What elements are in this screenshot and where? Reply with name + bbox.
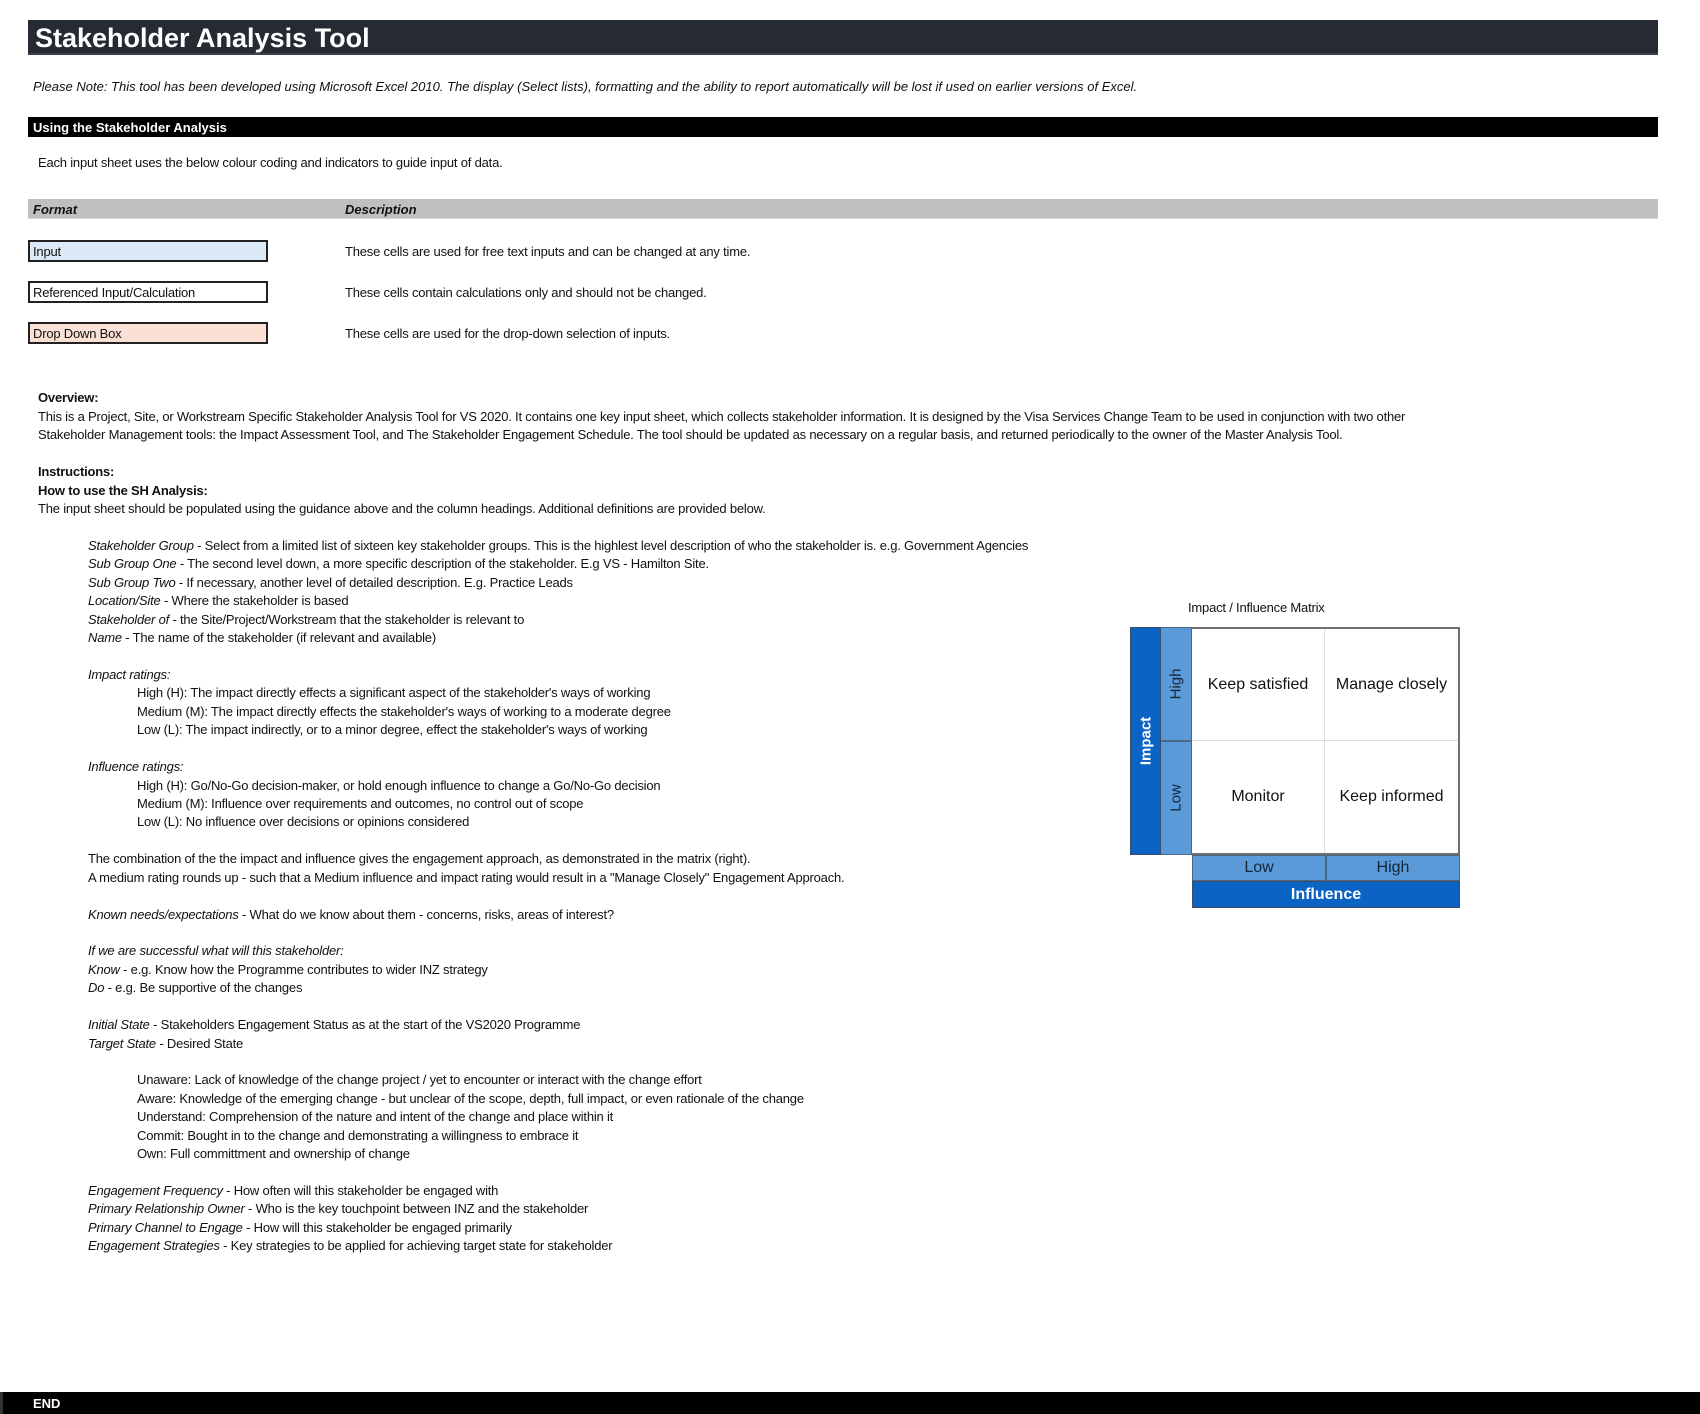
definition-name [88, 630, 436, 645]
instructions-heading: Instructions: [38, 464, 115, 479]
definition-engagement-frequency [88, 1183, 498, 1198]
definition-text: - Where the stakeholder is based [160, 593, 349, 608]
overview-heading: Overview: [38, 390, 99, 405]
instructions-subheading: How to use the SH Analysis: [38, 483, 208, 498]
overview-line-2: Stakeholder Management tools: the Impact Assessment Tool, and The Stakeholder Engagement Schedule. The tool should be updated as necessary on a regular basis, and returned periodically to the owner of the Master Analysis Tool. [38, 427, 1343, 442]
definition-term: Stakeholder of [88, 612, 170, 627]
format-referenced-cell[interactable]: Referenced Input/Calculation [28, 281, 268, 303]
definition-term: Location/Site [88, 593, 161, 608]
state-level-commit: Commit: Bought in to the change and demonstrating a willingness to embrace it [137, 1128, 579, 1143]
influence-rating-high: High (H): Go/No-Go decision-maker, or hold enough influence to change a Go/No-Go decision [137, 778, 661, 793]
instructions-text: The input sheet should be populated using the guidance above and the column headings. Additional definitions are provided below. [38, 501, 766, 516]
definition-sub-group-one [88, 556, 709, 571]
impact-rating-low: Low (L): The impact indirectly, or to a minor degree, effect the stakeholder's ways of working [137, 722, 648, 737]
influence-rating-low: Low (L): No influence over decisions or opinions considered [137, 814, 470, 829]
definition-initial-state [88, 1017, 580, 1032]
combination-line-2: A medium rating rounds up - such that a Medium influence and impact rating would result in a "Manage Closely" Engagement Approach. [88, 870, 845, 885]
influence-ratings-heading: Influence ratings: [88, 759, 184, 774]
influence-rating-medium: Medium (M): Influence over requirements and outcomes, no control out of scope [137, 796, 584, 811]
overview-line-1: This is a Project, Site, or Workstream Specific Stakeholder Analysis Tool for VS 2020. It contains one key input sheet, which collects stakeholder information. It is designed by the Visa Services Change Team to be used in conjunction with two other [38, 409, 1406, 424]
definition-term: Engagement Frequency [88, 1183, 223, 1198]
definition-term: Name [88, 630, 122, 645]
section-title: Using the Stakeholder Analysis [33, 120, 227, 135]
state-level-aware: Aware: Knowledge of the emerging change - but unclear of the scope, depth, full impact, or even rationale of the change [137, 1091, 804, 1106]
matrix-col-high: High [1326, 855, 1460, 881]
definition-stakeholder-of [88, 612, 524, 627]
title-bar [28, 20, 1658, 55]
version-note: Please Note: This tool has been developed using Microsoft Excel 2010. The display (Select lists), formatting and the ability to report automatically will be lost if used on earlier versions of Excel. [33, 79, 1138, 94]
definition-text: - the Site/Project/Workstream that the stakeholder is relevant to [169, 612, 525, 627]
format-dropdown-cell[interactable]: Drop Down Box [28, 322, 268, 344]
definition-term: Sub Group Two [88, 575, 176, 590]
format-input-cell[interactable]: Input [28, 240, 268, 262]
impact-ratings-heading: Impact ratings: [88, 667, 171, 682]
matrix-cell-monitor: Monitor [1192, 741, 1325, 853]
matrix-cell-keep-satisfied: Keep satisfied [1192, 629, 1325, 741]
format-dropdown-description: These cells are used for the drop-down selection of inputs. [345, 326, 670, 341]
section-header [28, 117, 1658, 137]
definition-term: Primary Channel to Engage [88, 1220, 243, 1235]
combination-line-1: The combination of the the impact and influence gives the engagement approach, as demonstrated in the matrix (right). [88, 851, 751, 866]
success-know [88, 962, 488, 977]
definition-text: - If necessary, another level of detailed description. E.g. Practice Leads [175, 575, 573, 590]
definition-location-site [88, 593, 348, 608]
definition-engagement-strategies [88, 1238, 612, 1253]
definition-term: Sub Group One [88, 556, 177, 571]
format-table-header [28, 199, 1658, 219]
success-do [88, 980, 302, 995]
state-level-understand: Understand: Comprehension of the nature and intent of the change and place within it [137, 1109, 614, 1124]
definition-term: Initial State [88, 1017, 150, 1032]
matrix-influence-axis: Influence [1192, 881, 1460, 908]
matrix-row-low-label: Low [1167, 784, 1185, 812]
definition-term: Known needs/expectations [88, 907, 239, 922]
definition-text: - The name of the stakeholder (if relevant and available) [121, 630, 436, 645]
end-bar [0, 1392, 1700, 1414]
definition-term: Know [88, 962, 120, 977]
matrix-grid [1192, 627, 1460, 855]
impact-rating-medium: Medium (M): The impact directly effects the stakeholder's ways of working to a moderate degree [137, 704, 671, 719]
impact-influence-matrix [1130, 627, 1460, 909]
end-label: END [33, 1396, 61, 1411]
definition-text: - How often will this stakeholder be engaged with [222, 1183, 499, 1198]
definition-text: - Who is the key touchpoint between INZ and the stakeholder [244, 1201, 589, 1216]
format-referenced-description: These cells contain calculations only and should not be changed. [345, 285, 707, 300]
definition-term: Primary Relationship Owner [88, 1201, 245, 1216]
definition-primary-relationship-owner [88, 1201, 588, 1216]
page-title: Stakeholder Analysis Tool [35, 23, 370, 53]
impact-rating-high: High (H): The impact directly effects a significant aspect of the stakeholder's ways of working [137, 685, 651, 700]
definition-term: Stakeholder Group [88, 538, 194, 553]
definition-text: - Select from a limited list of sixteen key stakeholder groups. This is the highlest level description of who the stakeholder is. e.g. Government Agencies [193, 538, 1029, 553]
format-column-header: Format [33, 202, 78, 217]
definition-text: - Desired State [155, 1036, 244, 1051]
matrix-impact-axis-label: Impact [1137, 716, 1154, 766]
description-column-header: Description [345, 202, 417, 217]
matrix-col-low: Low [1192, 855, 1326, 881]
definition-term: Target State [88, 1036, 156, 1051]
matrix-cell-manage-closely: Manage closely [1325, 629, 1458, 741]
matrix-impact-axis [1130, 627, 1161, 855]
definition-text: - How will this stakeholder be engaged primarily [242, 1220, 512, 1235]
definition-text: - e.g. Be supportive of the changes [104, 980, 303, 995]
state-level-unaware: Unaware: Lack of knowledge of the change project / yet to encounter or interact with the change effort [137, 1072, 702, 1087]
definition-known-needs [88, 907, 614, 922]
definition-stakeholder-group [88, 538, 1028, 553]
matrix-row-high [1161, 627, 1192, 741]
definition-text: - e.g. Know how the Programme contributes to wider INZ strategy [119, 962, 488, 977]
definition-text: - The second level down, a more specific description of the stakeholder. E.g VS - Hamilton Site. [176, 556, 709, 571]
definition-term: Engagement Strategies [88, 1238, 220, 1253]
matrix-title: Impact / Influence Matrix [1188, 600, 1325, 615]
definition-sub-group-two [88, 575, 573, 590]
matrix-cell-keep-informed: Keep informed [1339, 788, 1444, 805]
success-heading: If we are successful what will this stakeholder: [88, 943, 344, 958]
definition-target-state [88, 1036, 243, 1051]
definition-text: - Key strategies to be applied for achieving target state for stakeholder [219, 1238, 613, 1253]
definition-primary-channel [88, 1220, 512, 1235]
section-intro: Each input sheet uses the below colour coding and indicators to guide input of data. [38, 155, 503, 170]
state-level-own: Own: Full committment and ownership of change [137, 1146, 410, 1161]
matrix-row-high-label: High [1167, 668, 1185, 700]
format-input-description: These cells are used for free text inputs and can be changed at any time. [345, 244, 751, 259]
definition-term: Do [88, 980, 105, 995]
definition-text: - What do we know about them - concerns, risks, areas of interest? [238, 907, 614, 922]
definition-text: - Stakeholders Engagement Status as at the start of the VS2020 Programme [149, 1017, 581, 1032]
matrix-row-low [1161, 741, 1192, 855]
